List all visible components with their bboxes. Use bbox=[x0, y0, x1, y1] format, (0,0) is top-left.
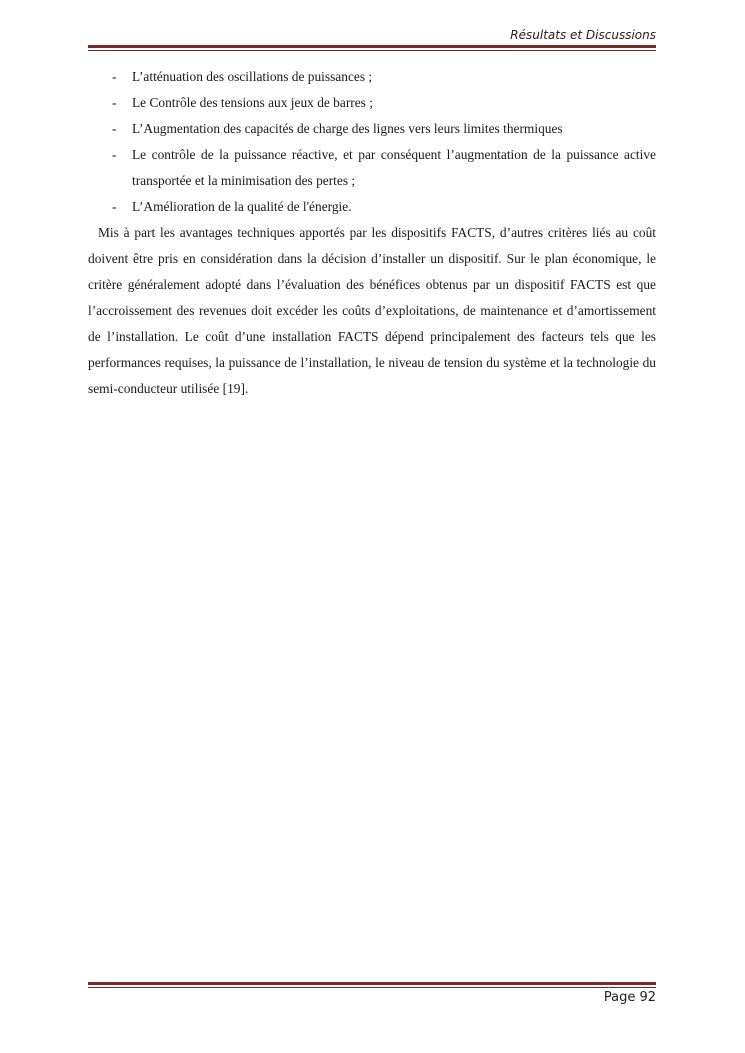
list-item bbox=[88, 116, 656, 142]
bullet-text: L’atténuation des oscillations de puissances ; bbox=[132, 69, 373, 84]
body-content bbox=[88, 64, 656, 402]
bullet-marker: - bbox=[112, 147, 117, 162]
bullet-marker: - bbox=[112, 199, 117, 214]
footer-rule-thin bbox=[88, 987, 656, 988]
page-number: Page 92 bbox=[603, 990, 656, 1005]
bullet-marker: - bbox=[112, 121, 117, 136]
bullet-text: L’Augmentation des capacités de charge des lignes vers leurs limites thermiques bbox=[132, 121, 563, 136]
list-item bbox=[88, 90, 656, 116]
bullet-marker: - bbox=[112, 69, 117, 84]
list-item bbox=[88, 142, 656, 194]
footer-rule-thick bbox=[88, 982, 656, 985]
bullet-marker: - bbox=[112, 95, 117, 110]
running-header-title: Résultats et Discussions bbox=[510, 28, 656, 42]
header-rule-thin bbox=[88, 50, 656, 51]
bullet-text: Le Contrôle des tensions aux jeux de barres ; bbox=[132, 95, 373, 110]
body-paragraph: Mis à part les avantages techniques apportés par les dispositifs FACTS, d’autres critères liés au coût doivent être pris en considération dans la décision d’installer un dispositif. Sur le plan économique, le critère généralement adopté dans l’évaluation des bénéfices obtenus par un dispositif FACTS est que l’accroissement des revenues doit excéder les coûts d’exploitations, de maintenance et d’amortissement de l’installation. Le coût d’une installation FACTS dépend principalement des facteurs tels que les performances requises, la puissance de l’installation, le niveau de tension du système et la technologie du semi-conducteur utilisée [19]. bbox=[88, 225, 656, 396]
bullet-text: Le contrôle de la puissance réactive, et par conséquent l’augmentation de la puissance active transportée et la minimisation des pertes ; bbox=[132, 147, 656, 188]
header-rule-thick bbox=[88, 45, 656, 48]
bullet-text: L’Amélioration de la qualité de l'énergie. bbox=[132, 199, 352, 214]
list-item bbox=[88, 194, 656, 220]
list-item bbox=[88, 64, 656, 90]
bullet-list bbox=[88, 64, 656, 220]
